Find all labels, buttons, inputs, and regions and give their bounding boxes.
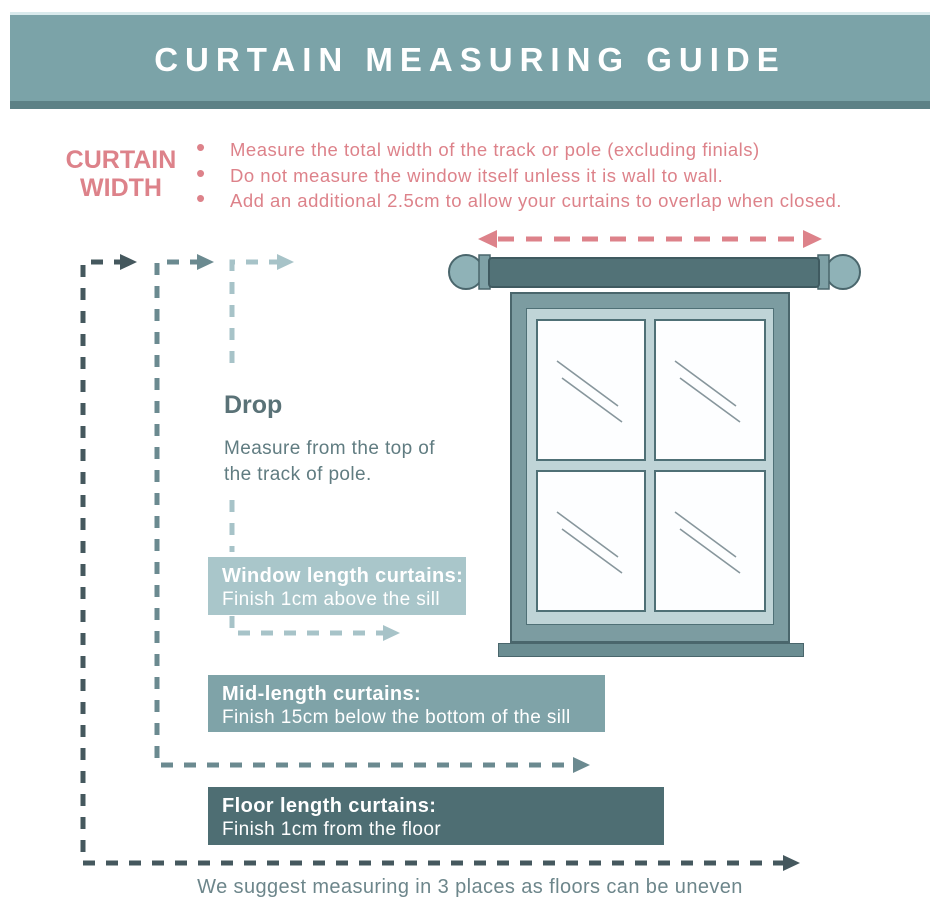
banner-bottom-strip xyxy=(10,101,930,109)
curtain-pole xyxy=(449,255,860,289)
floor-length-subtitle: Finish 1cm from the floor xyxy=(222,819,442,840)
pole-finial-right xyxy=(826,255,860,289)
window-length-title: Window length curtains: xyxy=(222,565,464,587)
window-length-box xyxy=(208,557,466,615)
floor-length-title: Floor length curtains: xyxy=(222,795,437,817)
drop-description: Measure from the top of the track of pole. xyxy=(224,438,435,485)
pole-finial-left xyxy=(449,255,483,289)
width-bullet-2: • Do not measure the window itself unless it is wall to wall. xyxy=(196,167,916,193)
width-measure-arrow xyxy=(478,230,822,248)
window-pane-bottom-left xyxy=(536,470,646,612)
window-length-subtitle: Finish 1cm above the sill xyxy=(222,589,441,610)
floor-length-box xyxy=(208,787,664,845)
header-banner xyxy=(10,12,930,109)
window-pane-bottom-right xyxy=(654,470,766,612)
width-bullet-3: • Add an additional 2.5cm to allow your curtains to overlap when closed. xyxy=(196,192,916,218)
mid-length-subtitle: Finish 15cm below the bottom of the sill xyxy=(222,707,571,728)
footer-note: We suggest measuring in 3 places as floors can be uneven xyxy=(197,876,743,898)
width-bullet-1: • Measure the total width of the track or pole (excluding finials) xyxy=(196,141,916,167)
page-title: CURTAIN MEASURING GUIDE xyxy=(154,41,786,78)
window-sill xyxy=(498,643,804,657)
mid-length-box xyxy=(208,675,605,732)
curtain-width-bullet-list xyxy=(196,141,916,218)
mid-length-title: Mid-length curtains: xyxy=(222,683,422,705)
window-pane-top-right xyxy=(654,319,766,461)
drop-title: Drop xyxy=(224,391,283,419)
window-pane-top-left xyxy=(536,319,646,461)
curtain-width-label: CURTAIN WIDTH xyxy=(65,146,177,202)
